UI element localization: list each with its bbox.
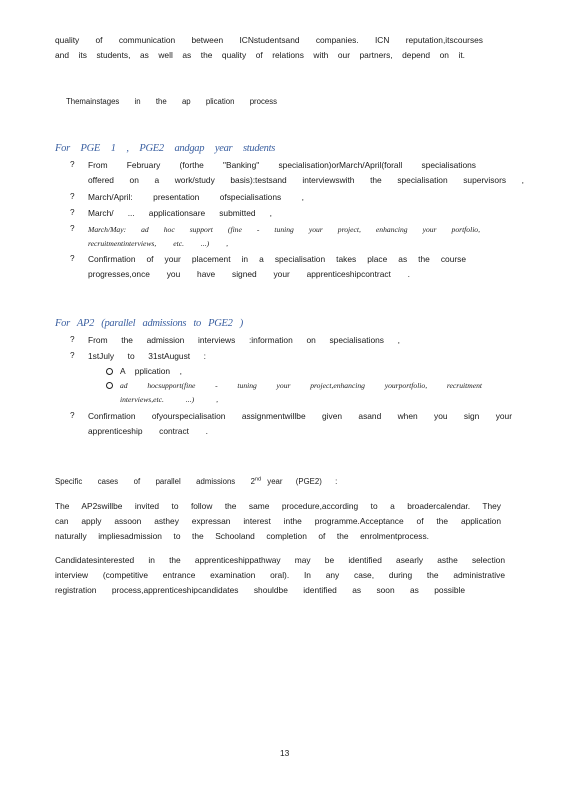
specific-cases-heading (55, 476, 351, 487)
circle-bullet-icon (106, 368, 113, 375)
ap2-sub-bullet-2-line-1: ad hocsupport(fine - tuning your project,enhancing yourportfolio, recruitment (120, 381, 482, 390)
specific-para-1-line-1: The AP2swillbe invited to follow the same procedure,according to a broadercalendar. They (55, 501, 501, 511)
ap2-bullet-3-line-2: apprenticeship contract . (88, 426, 208, 436)
bullet-icon: ? (70, 335, 75, 344)
bullet-icon: ? (70, 192, 75, 201)
pge-bullet-5-line-1: Confirmation of your placement in a specialisation takes place as the course (88, 254, 466, 264)
pge-bullet-4-line-1: March/May: ad hoc support (fine - tuning your project, enhancing your portfolio, (88, 225, 480, 234)
pge-bullet-3: March/ ... applicationsare submitted , (88, 208, 272, 218)
bullet-icon: ? (70, 411, 75, 420)
specific-para-2-line-1: Candidatesinterested in the apprenticeshippathway may be identified asearly asthe selection (55, 555, 505, 565)
pge-section-title: For PGE 1 , PGE2 andgap year students (55, 143, 275, 154)
bullet-icon: ? (70, 351, 75, 360)
intro-line-1: quality of communication between ICNstudentsand companies. ICN reputation,itscourses (55, 35, 483, 45)
specific-para-1-line-2: can apply assoon asthey expressan interest inthe programme.Acceptance of the application (55, 516, 501, 526)
circle-bullet-icon (106, 382, 113, 389)
bullet-icon: ? (70, 160, 75, 169)
main-stages-heading: Themainstages in the ap plication process (66, 97, 277, 106)
bullet-icon: ? (70, 224, 75, 233)
specific-para-1-line-3: naturally impliesadmission to the Schooland completion of the enrolmentprocess. (55, 531, 429, 541)
specific-para-2-line-3: registration process,apprenticeshipcandidates shouldbe identified as soon as possible (55, 585, 465, 595)
specific-para-2-line-2: interview (competitive entrance examination oral). In any case, during the administrative (55, 570, 505, 580)
bullet-icon: ? (70, 254, 75, 263)
pge-bullet-2: March/April: presentation ofspecialisations , (88, 192, 304, 202)
pge-bullet-1-line-2: offered on a work/study basis):testsand interviewswith the specialisation supervisors , (88, 175, 524, 185)
ap2-bullet-2: 1stJuly to 31stAugust : (88, 351, 206, 361)
ap2-bullet-1: From the admission interviews :information on specialisations , (88, 335, 400, 345)
specific-heading-sup: nd (255, 476, 262, 483)
page-number: 13 (280, 748, 290, 758)
pge-bullet-1-line-1: From February (forthe "Banking" specialisation)orMarch/April(forall specialisations (88, 160, 476, 170)
ap2-sub-bullet-1: A pplication , (120, 366, 182, 376)
intro-line-2: and its students, as well as the quality of relations with our partners, depend on it. (55, 50, 465, 60)
pge-bullet-5-line-2: progresses,once you have signed your apprenticeshipcontract . (88, 269, 410, 279)
bullet-icon: ? (70, 208, 75, 217)
specific-heading-main: Specific cases of parallel admissions 2 (55, 477, 255, 486)
specific-heading-end: year (PGE2) : (267, 477, 338, 486)
ap2-sub-bullet-2-line-2: interviews,etc. ...) , (120, 395, 218, 404)
pge-bullet-4-line-2: recruitmentinterviews, etc. ...) , (88, 239, 228, 248)
ap2-bullet-3-line-1: Confirmation ofyourspecialisation assignmentwillbe given asand when you sign your (88, 411, 512, 421)
ap2-section-title: For AP2 (parallel admissions to PGE2 ) (55, 318, 243, 329)
